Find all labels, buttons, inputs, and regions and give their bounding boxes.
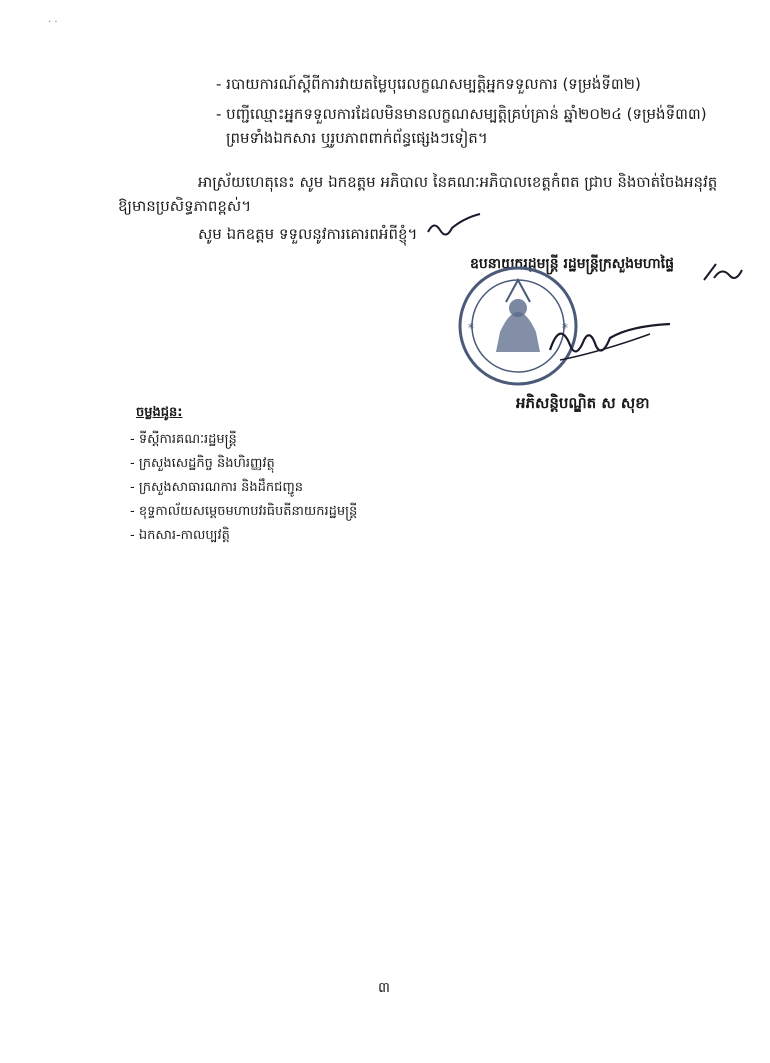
svg-text:*: * [468, 321, 474, 335]
signer-title: ឧបនាយករដ្ឋមន្ត្រី រដ្ឋមន្ត្រីក្រសួងមហាផ្ទៃ [470, 256, 675, 272]
svg-text:*: * [562, 321, 568, 335]
bullet-list: - បញ្ជីឈ្មោះអ្នកទទួលការដែលមិនមានលក្ខណសម្បត្តិគ្រប់គ្រាន់ ឆ្នាំ២០២៤ (ទម្រង់ទី៣៣) [216, 105, 707, 123]
cc-item: - ទីស្តីការគណៈរដ្ឋមន្ត្រី [130, 432, 237, 447]
signature-icon [540, 300, 680, 380]
corner-marks: . . [48, 14, 58, 25]
bullet-continuation: ព្រមទាំងឯកសារ ឬរូបភាពពាក់ព័ន្ធផ្សេងៗទៀត។ [226, 129, 488, 147]
cc-item: - ក្រសួងសេដ្ឋកិច្ច និងហិរញ្ញវត្ថុ [130, 456, 275, 471]
cc-item: - ខុទ្ទកាល័យសម្តេចមហាបវរធិបតីនាយករដ្ឋមន្ត្រី [130, 504, 358, 519]
bullet-report: - របាយការណ៍ស្តីពីការវាយតម្លៃបុរេលក្ខណសម្បត្តិអ្នកទទួលការ (ទម្រង់ទី៣២) [216, 75, 641, 93]
signer-name: អភិសន្តិបណ្ឌិត ស សុខា [516, 394, 650, 412]
body-paragraph-line1: អាស្រ័យហេតុនេះ សូម ឯកឧត្តម អភិបាល នៃគណៈអភិបាលខេត្តកំពត ជ្រាប និងចាត់ចែងអនុវត្ត [198, 173, 718, 191]
cc-item: - ក្រសួងសាធារណការ និងដឹកជញ្ជូន [130, 480, 303, 495]
initials-mark-icon [700, 260, 746, 286]
cc-heading: ចម្លងជូន: [136, 405, 183, 420]
closing-line: សូម ឯកឧត្តម ទទួលនូវការគោរពអំពីខ្ញុំ។ [198, 225, 418, 243]
body-paragraph-line2: ឱ្យមានប្រសិទ្ធភាពខ្ពស់។ [118, 197, 252, 215]
page-number: ៣ [378, 980, 390, 996]
initials-mark-icon [424, 210, 484, 240]
cc-item: - ឯកសារ-កាលប្បវត្តិ [130, 528, 230, 543]
